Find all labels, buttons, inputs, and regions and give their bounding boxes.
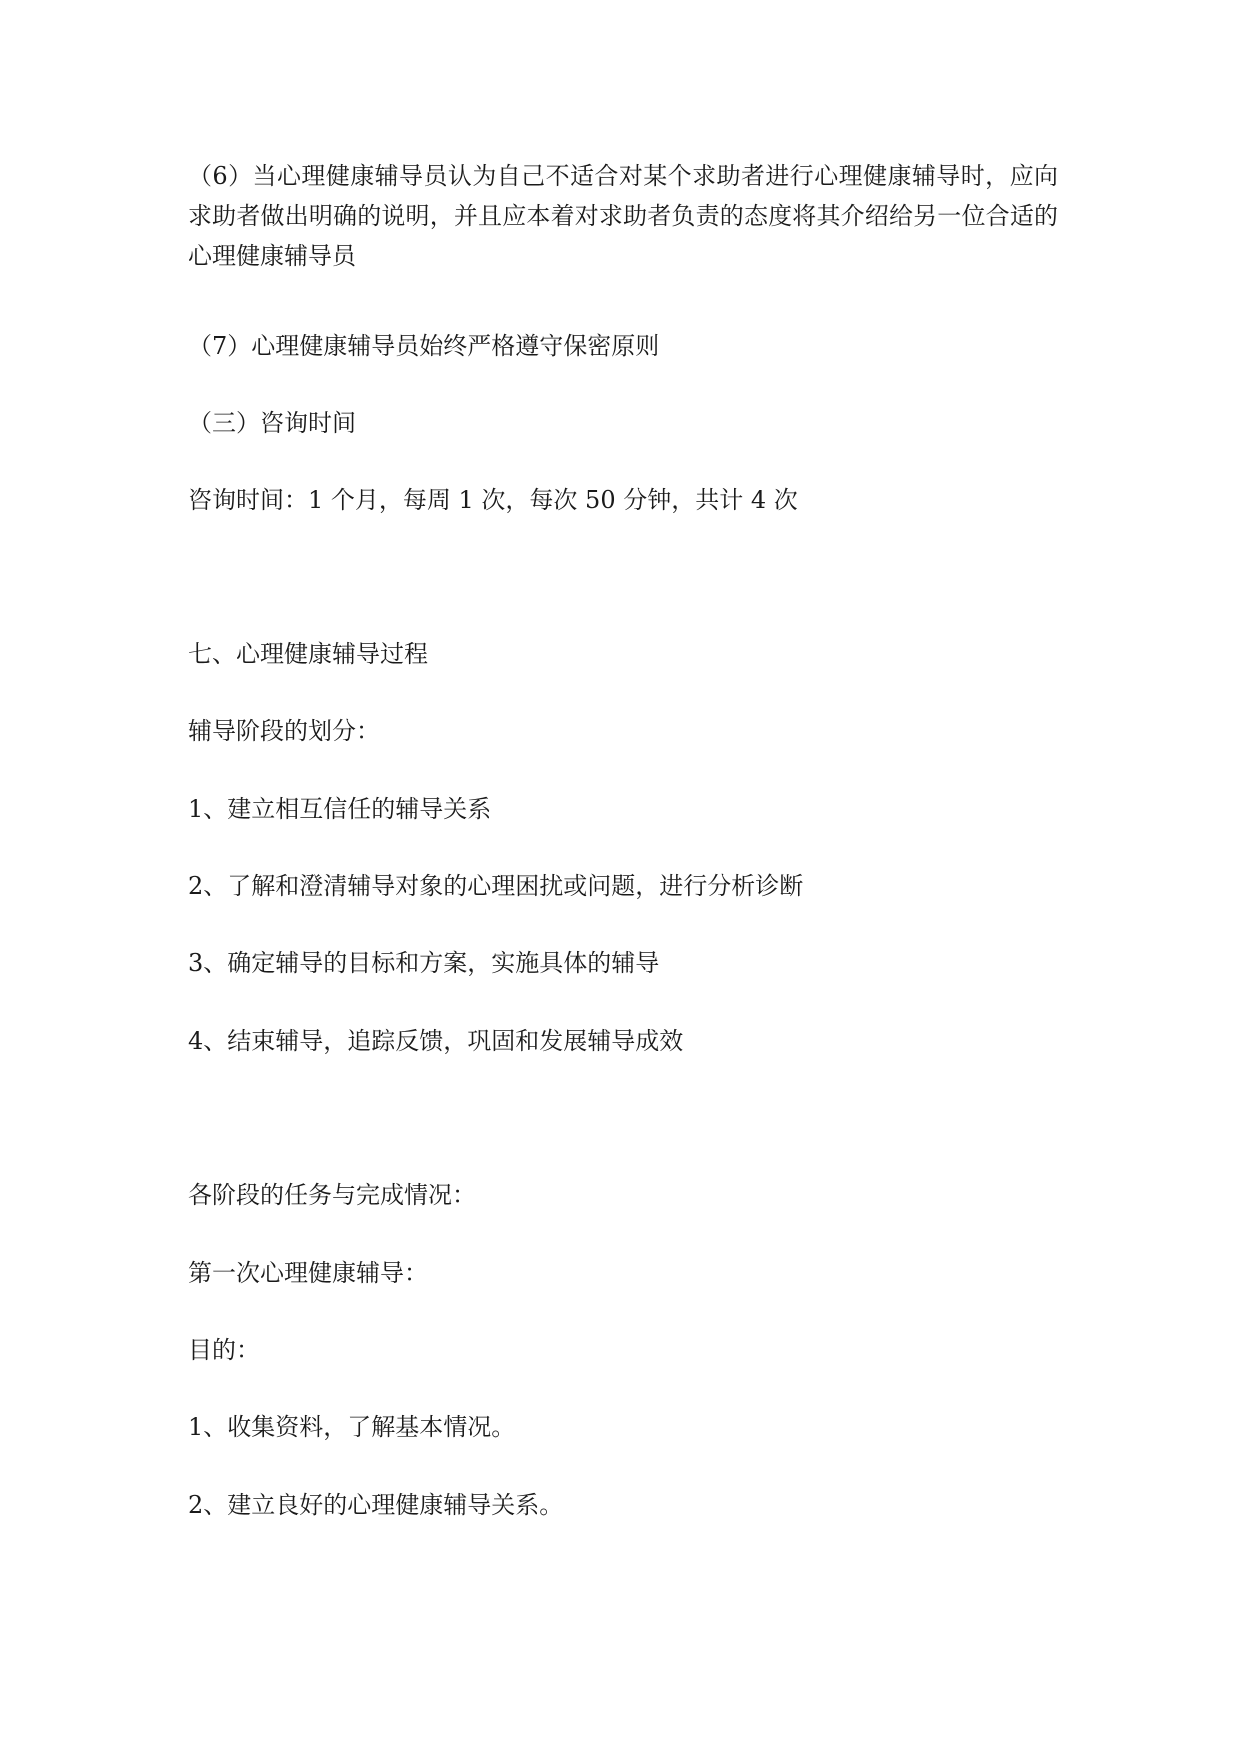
section-heading-process: 七、心理健康辅导过程	[188, 640, 428, 668]
paragraph-purpose: 目的：	[188, 1336, 260, 1364]
list-item-stage-4: 4、结束辅导，追踪反馈，巩固和发展辅导成效	[188, 1027, 684, 1055]
section-heading-consult-time: （三）咨询时间	[188, 409, 356, 437]
paragraph-stage-tasks: 各阶段的任务与完成情况：	[188, 1181, 476, 1209]
list-item-stage-3: 3、确定辅导的目标和方案，实施具体的辅导	[188, 949, 660, 977]
list-item-stage-1: 1、建立相互信任的辅导关系	[188, 795, 492, 823]
list-item-stage-2: 2、了解和澄清辅导对象的心理困扰或问题，进行分析诊断	[188, 872, 804, 900]
paragraph-consult-schedule: 咨询时间：1 个月，每周 1 次，每次 50 分钟，共计 4 次	[188, 486, 798, 514]
paragraph-first-session: 第一次心理健康辅导：	[188, 1259, 428, 1287]
paragraph-counselor-referral: （6）当心理健康辅导员认为自己不适合对某个求助者进行心理健康辅导时，应向求助者做出明确的说明，并且应本着对求助者负责的态度将其介绍给另一位合适的心理健康辅导员	[188, 162, 1058, 270]
list-item-purpose-2: 2、建立良好的心理健康辅导关系。	[188, 1491, 564, 1519]
paragraph-confidentiality: （7）心理健康辅导员始终严格遵守保密原则	[188, 332, 660, 360]
list-item-purpose-1: 1、收集资料，了解基本情况。	[188, 1413, 516, 1441]
paragraph-stage-division: 辅导阶段的划分：	[188, 717, 380, 745]
